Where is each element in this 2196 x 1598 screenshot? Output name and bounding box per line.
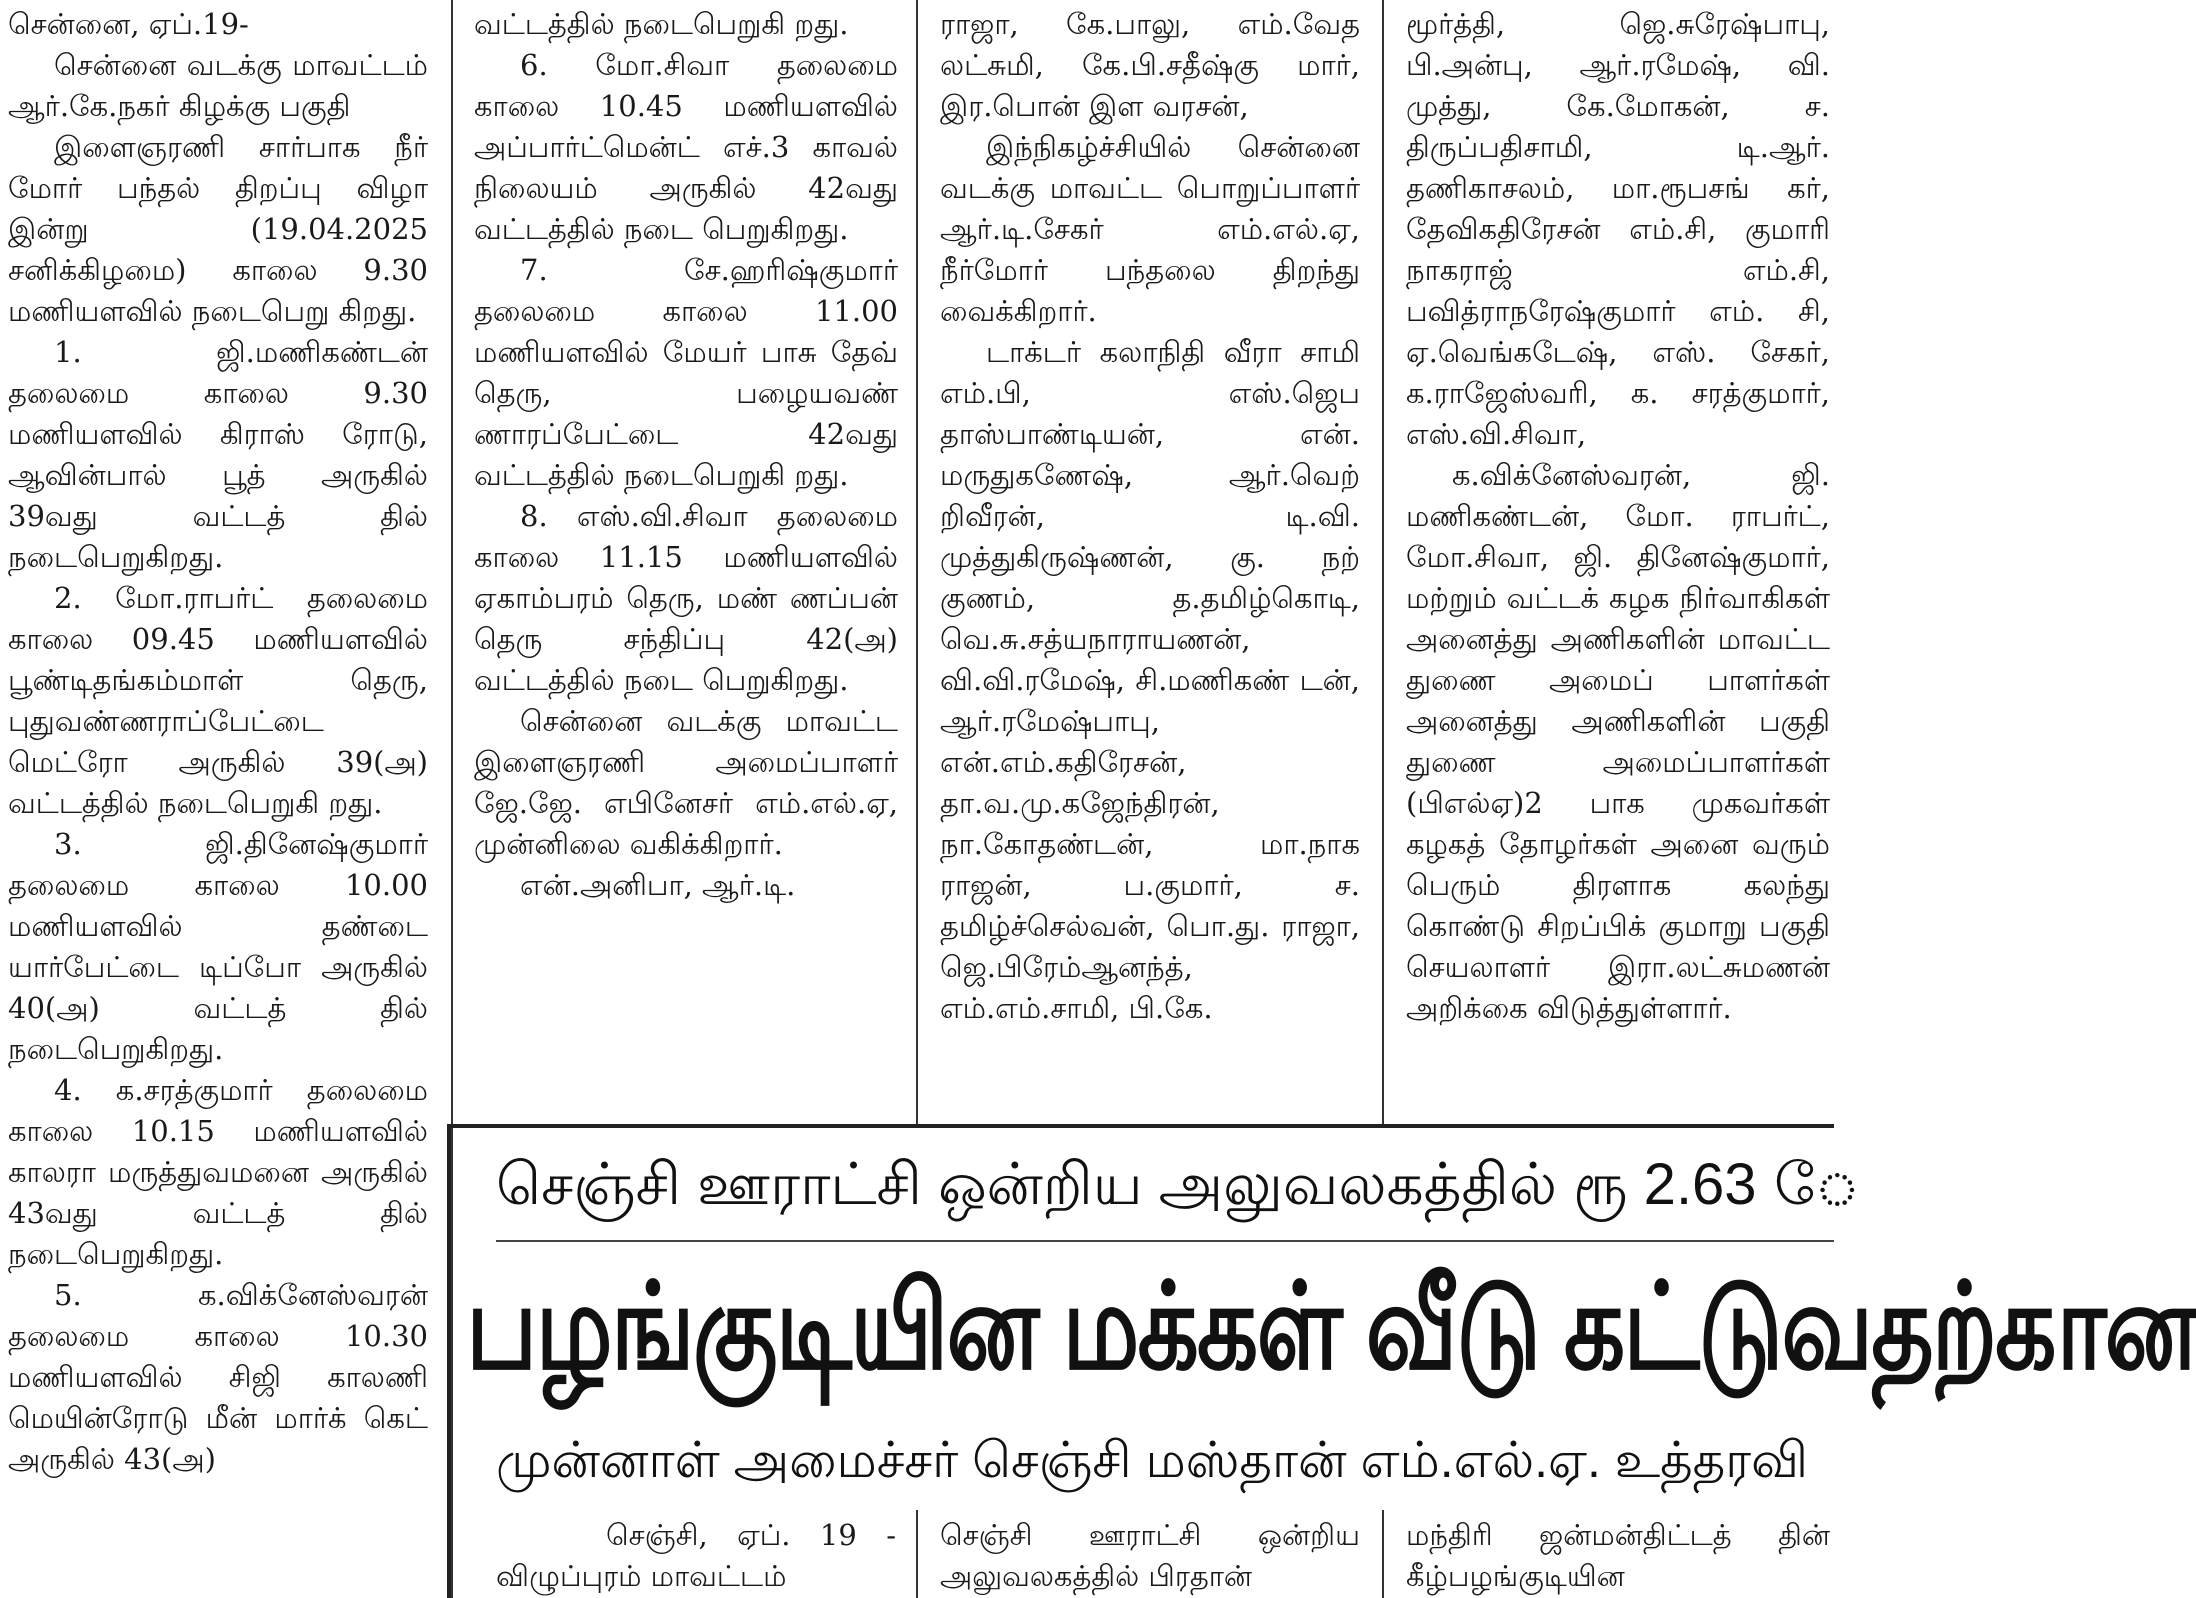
list-item: 5. க.விக்னேஸ்வரன் தலைமை காலை 10.30 மணியளவில் சிஜி காலணி மெயின்ரோடு மீன் மார்க் கெட் அருகில் 43(அ) bbox=[8, 1278, 428, 1476]
paragraph: மூர்த்தி, ஜெ.சுரேஷ்பாபு, பி.அன்பு, ஆர்.ரமேஷ், வி. முத்து, கே.மோகன், ச. திருப்பதிசாமி, டி.ஆர். தணிகாசலம், மா.ரூபசங் கர், தேவிகதிரேசன் எம்.சி, குமாரி நாகராஜ் எம்.சி, பவித்ராநரேஷ்குமார் எம். சி, ஏ.வெங்கடேஷ், எஸ். சேகர், க.ராஜேஸ்வரி, க. சரத்குமார், எஸ்.வி.சிவா, bbox=[1406, 7, 1830, 451]
list-item: 3. ஜி.தினேஷ்குமார் தலைமை காலை 10.00 மணியளவில் தண்டை யார்பேட்டை டிப்போ அருகில் 40(அ) வட்டத் தில் நடைபெறுகிறது. bbox=[8, 827, 428, 1066]
list-item: 4. க.சரத்குமார் தலைமை காலை 10.15 மணியளவில் காலரா மருத்துவமனை அருகில் 43வது வட்டத் தில் நடைபெறுகிறது. bbox=[8, 1073, 428, 1271]
paragraph: மந்திரி ஜன்மன்திட்டத் தின் கீழ்பழங்குடியின bbox=[1406, 1518, 1830, 1593]
list-item: 6. மோ.சிவா தலைமை காலை 10.45 மணியளவில் அப்பார்ட்மென்ட் எச்.3 காவல் நிலையம் அருகில் 42வது வட்டத்தில் நடை பெறுகிறது. bbox=[474, 48, 898, 246]
paragraph: இளைஞரணி சார்பாக நீர் மோர் பந்தல் திறப்பு விழா இன்று (19.04.2025 சனிக்கிழமை) காலை 9.30 மணியளவில் நடைபெறு கிறது. bbox=[8, 130, 428, 328]
paragraph: ராஜா, கே.பாலு, எம்.வேத லட்சுமி, கே.பி.சதீஷ்கு மார், இர.பொன் இள வரசன், bbox=[940, 7, 1360, 123]
article2-column-rule-1 bbox=[916, 1510, 918, 1598]
paragraph: க.விக்னேஸ்வரன், ஜி. மணிகண்டன், மோ. ராபர்ட், மோ.சிவா, ஜி. தினேஷ்குமார், மற்றும் வட்டக் கழக நிர்வாகிகள் அனைத்து அணிகளின் மாவட்ட துணை அமைப் பாளர்கள் அனைத்து அணிகளின் பகுதி துணை அமைப்பாளர்கள் (பிஎல்ஏ)2 பாக முகவர்கள் கழகத் தோழர்கள் அனை வரும் பெரும் திரளாக கலந்து கொண்டு சிறப்பிக் குமாறு பகுதி செயலாளர் இரா.லட்சுமணன் அறிக்கை விடுத்துள்ளார். bbox=[1406, 458, 1830, 1025]
paragraph: சென்னை வடக்கு மாவட்டம் ஆர்.கே.நகர் கிழக்கு பகுதி bbox=[8, 48, 428, 123]
column-rule-1 bbox=[451, 0, 453, 1598]
dateline: சென்னை, ஏப்.19- bbox=[8, 7, 249, 41]
list-item: 2. மோ.ராபர்ட் தலைமை காலை 09.45 மணியளவில் பூண்டிதங்கம்மாள் தெரு, புதுவண்ணராப்பேட்டை மெட்ரோ அருகில் 39(அ) வட்டத்தில் நடைபெறுகி றது. bbox=[8, 581, 428, 820]
article2-column-3 bbox=[1406, 1515, 1830, 1597]
article1-column-1 bbox=[8, 4, 428, 1480]
article2-column-rule-2 bbox=[1382, 1510, 1384, 1598]
paragraph: சென்னை வடக்கு மாவட்ட இளைஞரணி அமைப்பாளர் ஜே.ஜே. எபினேசர் எம்.எல்.ஏ, முன்னிலை வகிக்கிறார். bbox=[474, 704, 898, 861]
article2-column-1 bbox=[496, 1515, 896, 1597]
article2-headline-sub: முன்னாள் அமைச்சர் செஞ்சி மஸ்தான் எம்.எல்.ஏ. உத்தரவி bbox=[496, 1432, 1808, 1488]
paragraph: டாக்டர் கலாநிதி வீரா சாமி எம்.பி, எஸ்.ஜெப தாஸ்பாண்டியன், என். மருதுகணேஷ், ஆர்.வெற் றிவீரன், டி.வி. முத்துகிருஷ்ணன், கு. நற் குணம், த.தமிழ்கொடி, வெ.சு.சத்யநாராயணன், வி.வி.ரமேஷ், சி.மணிகண் டன், ஆர்.ரமேஷ்பாபு, என்.எம்.கதிரேசன், தா.வ.மு.கஜேந்திரன், நா.கோதண்டன், மா.நாக ராஜன், ப.குமார், ச. தமிழ்ச்செல்வன், பொ.து. ராஜா, ஜெ.பிரேம்ஆனந்த், எம்.எம்.சாமி, பி.கே. bbox=[940, 335, 1360, 1025]
column-rule-2 bbox=[916, 0, 918, 1124]
list-item: 8. எஸ்.வி.சிவா தலைமை காலை 11.15 மணியளவில் ஏகாம்பரம் தெரு, மண் ணப்பன் தெரு சந்திப்பு 42(அ) வட்டத்தில் நடை பெறுகிறது. bbox=[474, 499, 898, 697]
paragraph: என்.அனிபா, ஆர்.டி. bbox=[520, 868, 796, 902]
column-rule-3 bbox=[1382, 0, 1384, 1124]
article2-headline-main: பழங்குடியின மக்கள் வீடு கட்டுவதற்கான bbox=[466, 1260, 2196, 1395]
list-item: 1. ஜி.மணிகண்டன் தலைமை காலை 9.30 மணியளவில் கிராஸ் ரோடு, ஆவின்பால் பூத் அருகில் 39வது வட்டத் தில் நடைபெறுகிறது. bbox=[8, 335, 428, 574]
list-item: 7. சே.ஹரிஷ்குமார் தலைமை காலை 11.00 மணியளவில் மேயர் பாசு தேவ் தெரு, பழையவண் ணாரப்பேட்டை 42வது வட்டத்தில் நடைபெறுகி றது. bbox=[474, 253, 898, 492]
article1-column-2 bbox=[474, 4, 898, 906]
dateline: செஞ்சி, ஏப். 19 - விழுப்புரம் மாவட்டம் bbox=[496, 1518, 896, 1593]
article1-column-4 bbox=[1406, 4, 1830, 1029]
paragraph: இந்நிகழ்ச்சியில் சென்னை வடக்கு மாவட்ட பொறுப்பாளர் ஆர்.டி.சேகர் எம்.எல்.ஏ, நீர்மோர் பந்தலை திறந்து வைக்கிறார். bbox=[940, 130, 1360, 328]
article2-headline-top: செஞ்சி ஊராட்சி ஒன்றிய அலுவலகத்தில் ரூ 2.63 ே bbox=[496, 1152, 1860, 1217]
article2-column-2 bbox=[940, 1515, 1360, 1597]
paragraph: செஞ்சி ஊராட்சி ஒன்றிய அலுவலகத்தில் பிரதான் bbox=[940, 1518, 1360, 1593]
paragraph: வட்டத்தில் நடைபெறுகி றது. bbox=[474, 7, 849, 41]
article2-box-top-border bbox=[447, 1124, 1834, 1128]
article2-box-left-border bbox=[447, 1124, 451, 1598]
article1-column-3 bbox=[940, 4, 1360, 1029]
